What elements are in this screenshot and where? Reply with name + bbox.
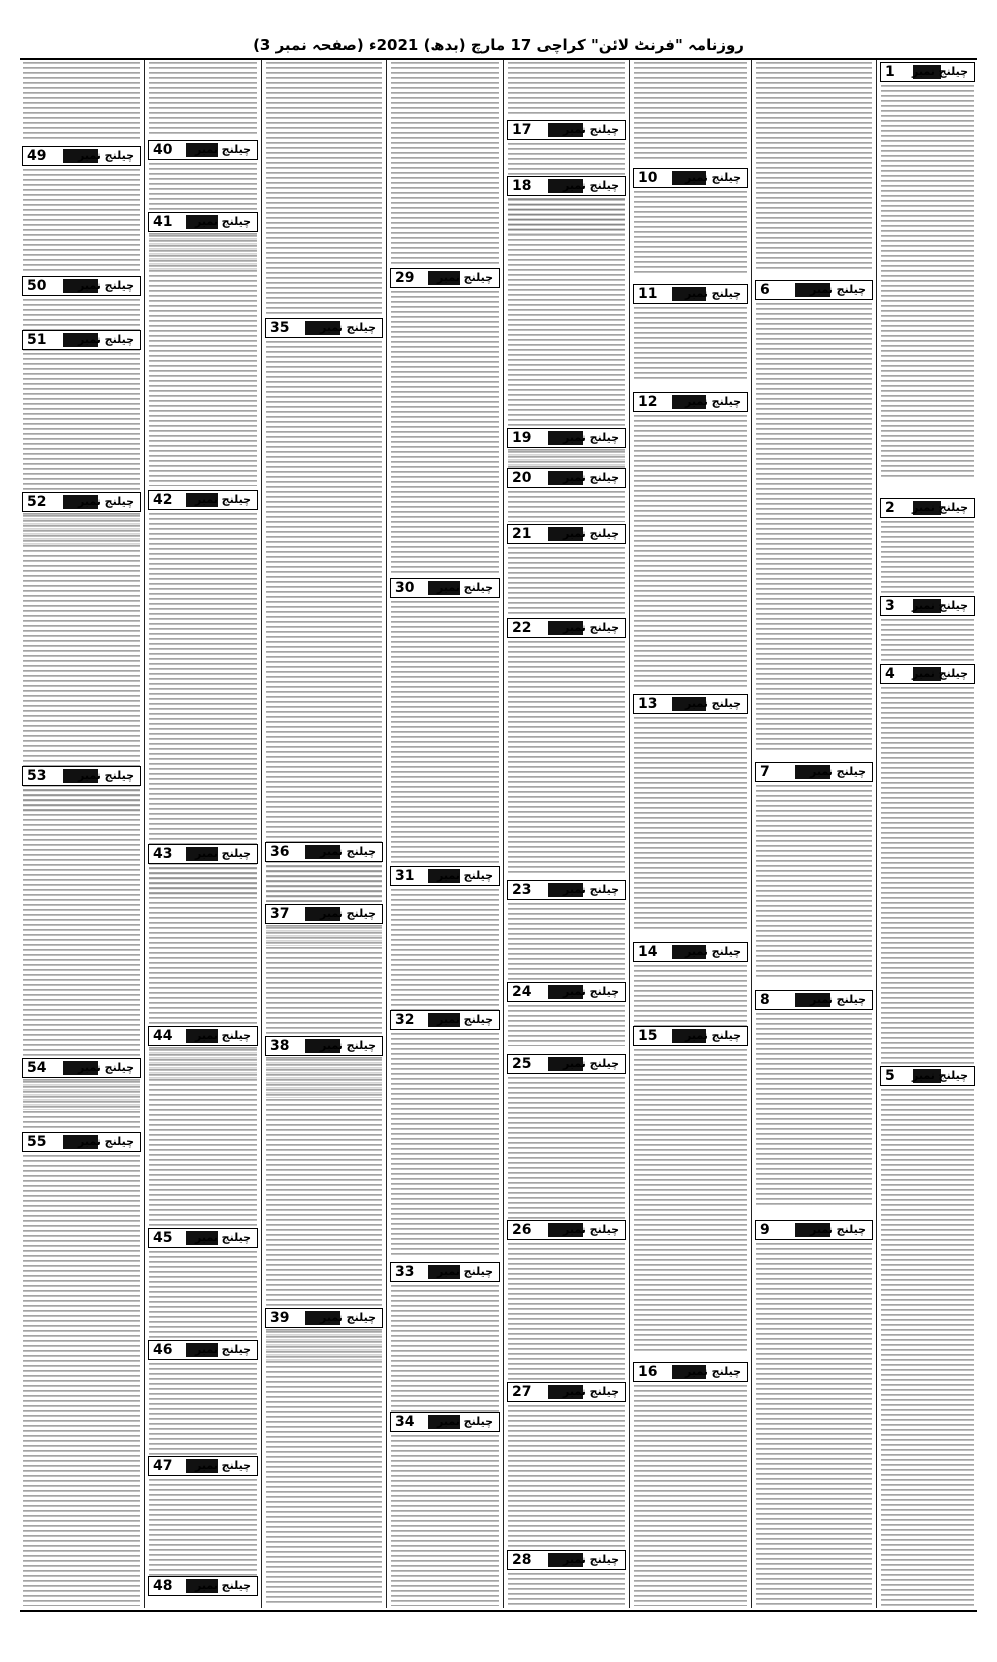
- notice-number: 1: [885, 64, 895, 80]
- badge-label: چیلنج نمبر: [195, 1029, 251, 1042]
- notice-badge: [880, 62, 975, 82]
- badge-label: چیلنج نمبر: [810, 283, 866, 296]
- notice-badge: [880, 596, 975, 616]
- notice-badge: [148, 490, 258, 510]
- notice-number: 15: [638, 1028, 658, 1044]
- notice-body: [508, 903, 625, 982]
- notice-badge: [507, 982, 626, 1002]
- notice-body: [508, 641, 625, 876]
- badge-label: چیلنج نمبر: [320, 321, 376, 334]
- notice-body-continued: [756, 62, 872, 272]
- notice-number: 41: [153, 214, 173, 230]
- badge-label: چیلنج نمبر: [563, 527, 619, 540]
- notice-body: [508, 1243, 625, 1384]
- notice-number: 9: [760, 1222, 770, 1238]
- masthead-title: روزنامہ "فرنٹ لائن" کراچی 17 مارچ (بدھ) 2021ء (صفحہ نمبر 3): [253, 36, 744, 54]
- badge-label: چیلنج نمبر: [810, 765, 866, 778]
- notice-item: [22, 1132, 141, 1608]
- badge-label: چیلنج نمبر: [195, 1459, 251, 1472]
- badge-label: چیلنج نمبر: [195, 143, 251, 156]
- badge-label: چیلنج نمبر: [685, 395, 741, 408]
- badge-label: چیلنج نمبر: [195, 493, 251, 506]
- notice-body: [149, 1363, 257, 1458]
- badge-label: چیلنج نمبر: [563, 1223, 619, 1236]
- notice-badge: [22, 492, 141, 512]
- notice-badge: [390, 268, 500, 288]
- notice-badge: [633, 942, 748, 962]
- notice-item: [633, 284, 748, 382]
- notice-badge: [880, 1066, 975, 1086]
- notice-body: [23, 1081, 140, 1130]
- badge-label: چیلنج نمبر: [78, 1135, 134, 1148]
- notice-badge: [22, 1058, 141, 1078]
- notice-badge: [507, 120, 626, 140]
- notice-body: [149, 513, 257, 896]
- notice-number: 10: [638, 170, 658, 186]
- badge-label: چیلنج نمبر: [320, 845, 376, 858]
- notice-number: 7: [760, 764, 770, 780]
- column-6: [265, 62, 383, 1608]
- notice-body: [881, 1089, 974, 1606]
- badge-label: چیلنج نمبر: [437, 581, 493, 594]
- notice-badge: [148, 1456, 258, 1476]
- notice-number: 16: [638, 1364, 658, 1380]
- notice-number: 24: [512, 984, 532, 1000]
- column-rule: [876, 60, 877, 1608]
- notice-body-continued: [508, 62, 625, 116]
- column-rule: [629, 60, 630, 1608]
- notice-badge: [148, 1026, 258, 1046]
- notice-body: [756, 1013, 872, 1208]
- notice-number: 34: [395, 1414, 415, 1430]
- badge-label: چیلنج نمبر: [78, 149, 134, 162]
- badge-label: چیلنج نمبر: [320, 1311, 376, 1324]
- notice-number: 35: [270, 320, 290, 336]
- notice-number: 48: [153, 1578, 173, 1594]
- notice-item: [633, 1026, 748, 1356]
- top-rule: [20, 58, 977, 60]
- notice-body: [391, 291, 499, 574]
- notice-badge: [265, 842, 383, 862]
- notice-item: [22, 1058, 141, 1132]
- badge-label: چیلنج نمبر: [563, 1385, 619, 1398]
- notice-number: 50: [27, 278, 47, 294]
- notice-badge: [633, 1026, 748, 1046]
- badge-label: چیلنج نمبر: [78, 769, 134, 782]
- notice-item: [507, 1054, 626, 1226]
- badge-label: چیلنج نمبر: [912, 501, 968, 514]
- notice-badge: [633, 694, 748, 714]
- notice-badge: [880, 664, 975, 684]
- notice-item: [22, 62, 141, 142]
- notice-badge: [22, 330, 141, 350]
- notice-number: 33: [395, 1264, 415, 1280]
- notice-number: 38: [270, 1038, 290, 1054]
- badge-label: چیلنج نمبر: [563, 431, 619, 444]
- badge-label: چیلنج نمبر: [78, 495, 134, 508]
- notice-number: 5: [885, 1068, 895, 1084]
- notice-item: [390, 268, 500, 576]
- notice-badge: [148, 844, 258, 864]
- column-rule: [386, 60, 387, 1608]
- notice-body: [756, 303, 872, 752]
- column-8: [22, 62, 141, 1608]
- notice-body: [634, 307, 747, 380]
- notice-number: 51: [27, 332, 47, 348]
- notice-badge: [148, 1576, 258, 1596]
- notice-number: 31: [395, 868, 415, 884]
- notice-item: [880, 498, 975, 596]
- badge-label: چیلنج نمبر: [563, 621, 619, 634]
- notice-number: 25: [512, 1056, 532, 1072]
- notice-number: 37: [270, 906, 290, 922]
- notice-item: [265, 1308, 383, 1608]
- notice-badge: [22, 1132, 141, 1152]
- notice-number: 13: [638, 696, 658, 712]
- notice-body-continued: [634, 62, 747, 162]
- notice-body: [149, 1049, 257, 1244]
- column-rule: [503, 60, 504, 1608]
- notice-item: [755, 62, 873, 274]
- notice-item: [633, 942, 748, 1038]
- notice-number: 40: [153, 142, 173, 158]
- notice-number: 11: [638, 286, 658, 302]
- notice-number: 32: [395, 1012, 415, 1028]
- badge-label: چیلنج نمبر: [195, 1231, 251, 1244]
- notice-body: [508, 1005, 625, 1046]
- notice-item: [755, 1220, 873, 1608]
- notice-item: [390, 578, 500, 866]
- badge-label: چیلنج نمبر: [563, 1057, 619, 1070]
- notice-item: [507, 880, 626, 984]
- notice-badge: [880, 498, 975, 518]
- notice-body: [508, 547, 625, 616]
- badge-label: چیلنج نمبر: [563, 471, 619, 484]
- notice-body: [508, 1077, 625, 1224]
- notice-item: [390, 1412, 500, 1608]
- badge-label: چیلنج نمبر: [320, 907, 376, 920]
- notice-number: 14: [638, 944, 658, 960]
- notice-number: 2: [885, 500, 895, 516]
- notice-item: [148, 1340, 258, 1460]
- column-7: [148, 62, 258, 1608]
- badge-label: چیلنج نمبر: [912, 65, 968, 78]
- badge-label: چیلنج نمبر: [685, 945, 741, 958]
- notice-item: [507, 982, 626, 1048]
- notice-number: 3: [885, 598, 895, 614]
- notice-item: [507, 62, 626, 118]
- notice-body: [391, 1435, 499, 1606]
- notice-body: [508, 1573, 625, 1606]
- notice-badge: [148, 1340, 258, 1360]
- notice-item: [148, 1026, 258, 1246]
- badge-label: چیلنج نمبر: [563, 123, 619, 136]
- notice-number: 49: [27, 148, 47, 164]
- notice-number: 39: [270, 1310, 290, 1326]
- badge-label: چیلنج نمبر: [320, 1039, 376, 1052]
- badge-label: چیلنج نمبر: [685, 697, 741, 710]
- notice-item: [22, 146, 141, 274]
- notice-badge: [755, 762, 873, 782]
- notice-item: [390, 1010, 500, 1260]
- notice-body: [881, 619, 974, 662]
- notice-badge: [507, 1220, 626, 1240]
- badge-label: چیلنج نمبر: [563, 1553, 619, 1566]
- notice-body: [634, 717, 747, 932]
- badge-label: چیلنج نمبر: [685, 1365, 741, 1378]
- notice-badge: [507, 176, 626, 196]
- notice-body: [149, 1479, 257, 1578]
- notice-item: [633, 62, 748, 164]
- notice-item: [265, 318, 383, 904]
- column-rule: [261, 60, 262, 1608]
- notice-badge: [148, 1228, 258, 1248]
- notice-number: 26: [512, 1222, 532, 1238]
- notice-body: [23, 1155, 140, 1606]
- notice-badge: [633, 168, 748, 188]
- badge-label: چیلنج نمبر: [437, 869, 493, 882]
- notice-body: [634, 1049, 747, 1354]
- notice-item: [633, 168, 748, 276]
- badge-label: چیلنج نمبر: [195, 1343, 251, 1356]
- badge-label: چیلنج نمبر: [437, 271, 493, 284]
- notice-body: [391, 601, 499, 864]
- notice-number: 18: [512, 178, 532, 194]
- notice-badge: [755, 1220, 873, 1240]
- notice-body: [149, 1251, 257, 1344]
- badge-label: چیلنج نمبر: [195, 1579, 251, 1592]
- notice-item: [148, 62, 258, 138]
- notice-item: [390, 866, 500, 1022]
- notice-number: 45: [153, 1230, 173, 1246]
- notice-number: 44: [153, 1028, 173, 1044]
- notice-item: [880, 1066, 975, 1608]
- notice-number: 6: [760, 282, 770, 298]
- notice-body: [508, 491, 625, 522]
- notice-number: 46: [153, 1342, 173, 1358]
- bottom-rule: [20, 1610, 977, 1612]
- notice-badge: [507, 428, 626, 448]
- badge-label: چیلنج نمبر: [685, 1029, 741, 1042]
- notice-badge: [507, 524, 626, 544]
- column-3: [633, 62, 748, 1608]
- notice-item: [755, 990, 873, 1210]
- badge-label: چیلنج نمبر: [437, 1265, 493, 1278]
- notice-item: [755, 762, 873, 982]
- notice-number: 28: [512, 1552, 532, 1568]
- notice-number: 55: [27, 1134, 47, 1150]
- notice-badge: [148, 212, 258, 232]
- badge-label: چیلنج نمبر: [78, 333, 134, 346]
- notice-item: [507, 468, 626, 524]
- notice-badge: [265, 1308, 383, 1328]
- notice-number: 23: [512, 882, 532, 898]
- notice-body-continued: [266, 62, 382, 316]
- notice-number: 42: [153, 492, 173, 508]
- column-rule: [144, 60, 145, 1608]
- notice-badge: [390, 866, 500, 886]
- notice-badge: [507, 1054, 626, 1074]
- badge-label: چیلنج نمبر: [437, 1013, 493, 1026]
- notice-item: [880, 664, 975, 1066]
- notice-body: [881, 687, 974, 1064]
- column-rule: [751, 60, 752, 1608]
- notice-number: 27: [512, 1384, 532, 1400]
- notice-number: 22: [512, 620, 532, 636]
- notice-item: [880, 596, 975, 664]
- notice-item: [148, 490, 258, 898]
- notice-item: [507, 1220, 626, 1386]
- notice-badge: [507, 880, 626, 900]
- notice-body: [881, 85, 974, 480]
- badge-label: چیلنج نمبر: [912, 599, 968, 612]
- badge-label: چیلنج نمبر: [912, 1069, 968, 1082]
- notice-item: [148, 1228, 258, 1346]
- notice-number: 54: [27, 1060, 47, 1076]
- notice-number: 8: [760, 992, 770, 1008]
- notice-badge: [507, 1550, 626, 1570]
- notice-badge: [507, 468, 626, 488]
- notice-badge: [22, 766, 141, 786]
- badge-label: چیلنج نمبر: [78, 279, 134, 292]
- notice-body: [391, 1033, 499, 1258]
- badge-label: چیلنج نمبر: [810, 1223, 866, 1236]
- notice-body: [391, 889, 499, 1020]
- notice-item: [507, 1550, 626, 1608]
- notice-badge: [633, 1362, 748, 1382]
- notice-body: [391, 1285, 499, 1412]
- notice-item: [148, 1576, 258, 1608]
- notice-number: 53: [27, 768, 47, 784]
- notice-badge: [390, 1010, 500, 1030]
- notice-body: [23, 169, 140, 272]
- notice-body: [756, 1243, 872, 1606]
- notice-badge: [633, 284, 748, 304]
- notice-item: [507, 524, 626, 618]
- notice-badge: [390, 578, 500, 598]
- notice-item: [880, 62, 975, 482]
- notice-body: [634, 1385, 747, 1606]
- notice-body-continued: [391, 62, 499, 266]
- column-5: [390, 62, 500, 1608]
- column-4: [507, 62, 626, 1608]
- badge-label: چیلنج نمبر: [685, 171, 741, 184]
- notice-number: 4: [885, 666, 895, 682]
- notice-badge: [265, 318, 383, 338]
- notice-number: 17: [512, 122, 532, 138]
- notice-item: [633, 694, 748, 934]
- notice-number: 29: [395, 270, 415, 286]
- badge-label: چیلنج نمبر: [685, 287, 741, 300]
- notice-number: 30: [395, 580, 415, 596]
- notice-item: [390, 1262, 500, 1414]
- notice-item: [507, 1382, 626, 1552]
- badge-label: چیلنج نمبر: [563, 985, 619, 998]
- notice-item: [755, 280, 873, 754]
- notice-badge: [390, 1262, 500, 1282]
- notice-badge: [148, 140, 258, 160]
- notice-number: 43: [153, 846, 173, 862]
- badge-label: چیلنج نمبر: [810, 993, 866, 1006]
- notice-body: [266, 1331, 382, 1606]
- notice-badge: [507, 1382, 626, 1402]
- notice-item: [148, 1456, 258, 1580]
- badge-label: چیلنج نمبر: [78, 1061, 134, 1074]
- notice-item: [507, 618, 626, 878]
- notice-badge: [22, 276, 141, 296]
- notice-badge: [22, 146, 141, 166]
- notice-body: [634, 191, 747, 274]
- badge-label: چیلنج نمبر: [563, 179, 619, 192]
- column-2: [755, 62, 873, 1608]
- notice-badge: [755, 280, 873, 300]
- notice-item: [148, 212, 258, 488]
- notice-number: 52: [27, 494, 47, 510]
- badge-label: چیلنج نمبر: [912, 667, 968, 680]
- notice-body: [149, 235, 257, 486]
- notice-item: [633, 1362, 748, 1608]
- notice-badge: [633, 392, 748, 412]
- notice-body: [756, 785, 872, 980]
- notice-number: 12: [638, 394, 658, 410]
- notice-badge: [265, 904, 383, 924]
- notice-number: 36: [270, 844, 290, 860]
- notice-badge: [265, 1036, 383, 1056]
- badge-label: چیلنج نمبر: [437, 1415, 493, 1428]
- notice-body: [266, 341, 382, 902]
- notice-body: [881, 521, 974, 594]
- badge-label: چیلنج نمبر: [195, 847, 251, 860]
- notice-badge: [507, 618, 626, 638]
- notice-number: 19: [512, 430, 532, 446]
- notice-body: [634, 415, 747, 688]
- notice-body-continued: [149, 62, 257, 136]
- notice-item: [633, 392, 748, 690]
- notice-badge: [390, 1412, 500, 1432]
- notice-badge: [755, 990, 873, 1010]
- notice-item: [390, 62, 500, 268]
- notice-body-continued: [23, 62, 140, 140]
- column-1: [880, 62, 975, 1608]
- notice-number: 47: [153, 1458, 173, 1474]
- badge-label: چیلنج نمبر: [563, 883, 619, 896]
- notice-body: [508, 1405, 625, 1550]
- notice-item: [265, 62, 383, 318]
- badge-label: چیلنج نمبر: [195, 215, 251, 228]
- notice-number: 20: [512, 470, 532, 486]
- notice-number: 21: [512, 526, 532, 542]
